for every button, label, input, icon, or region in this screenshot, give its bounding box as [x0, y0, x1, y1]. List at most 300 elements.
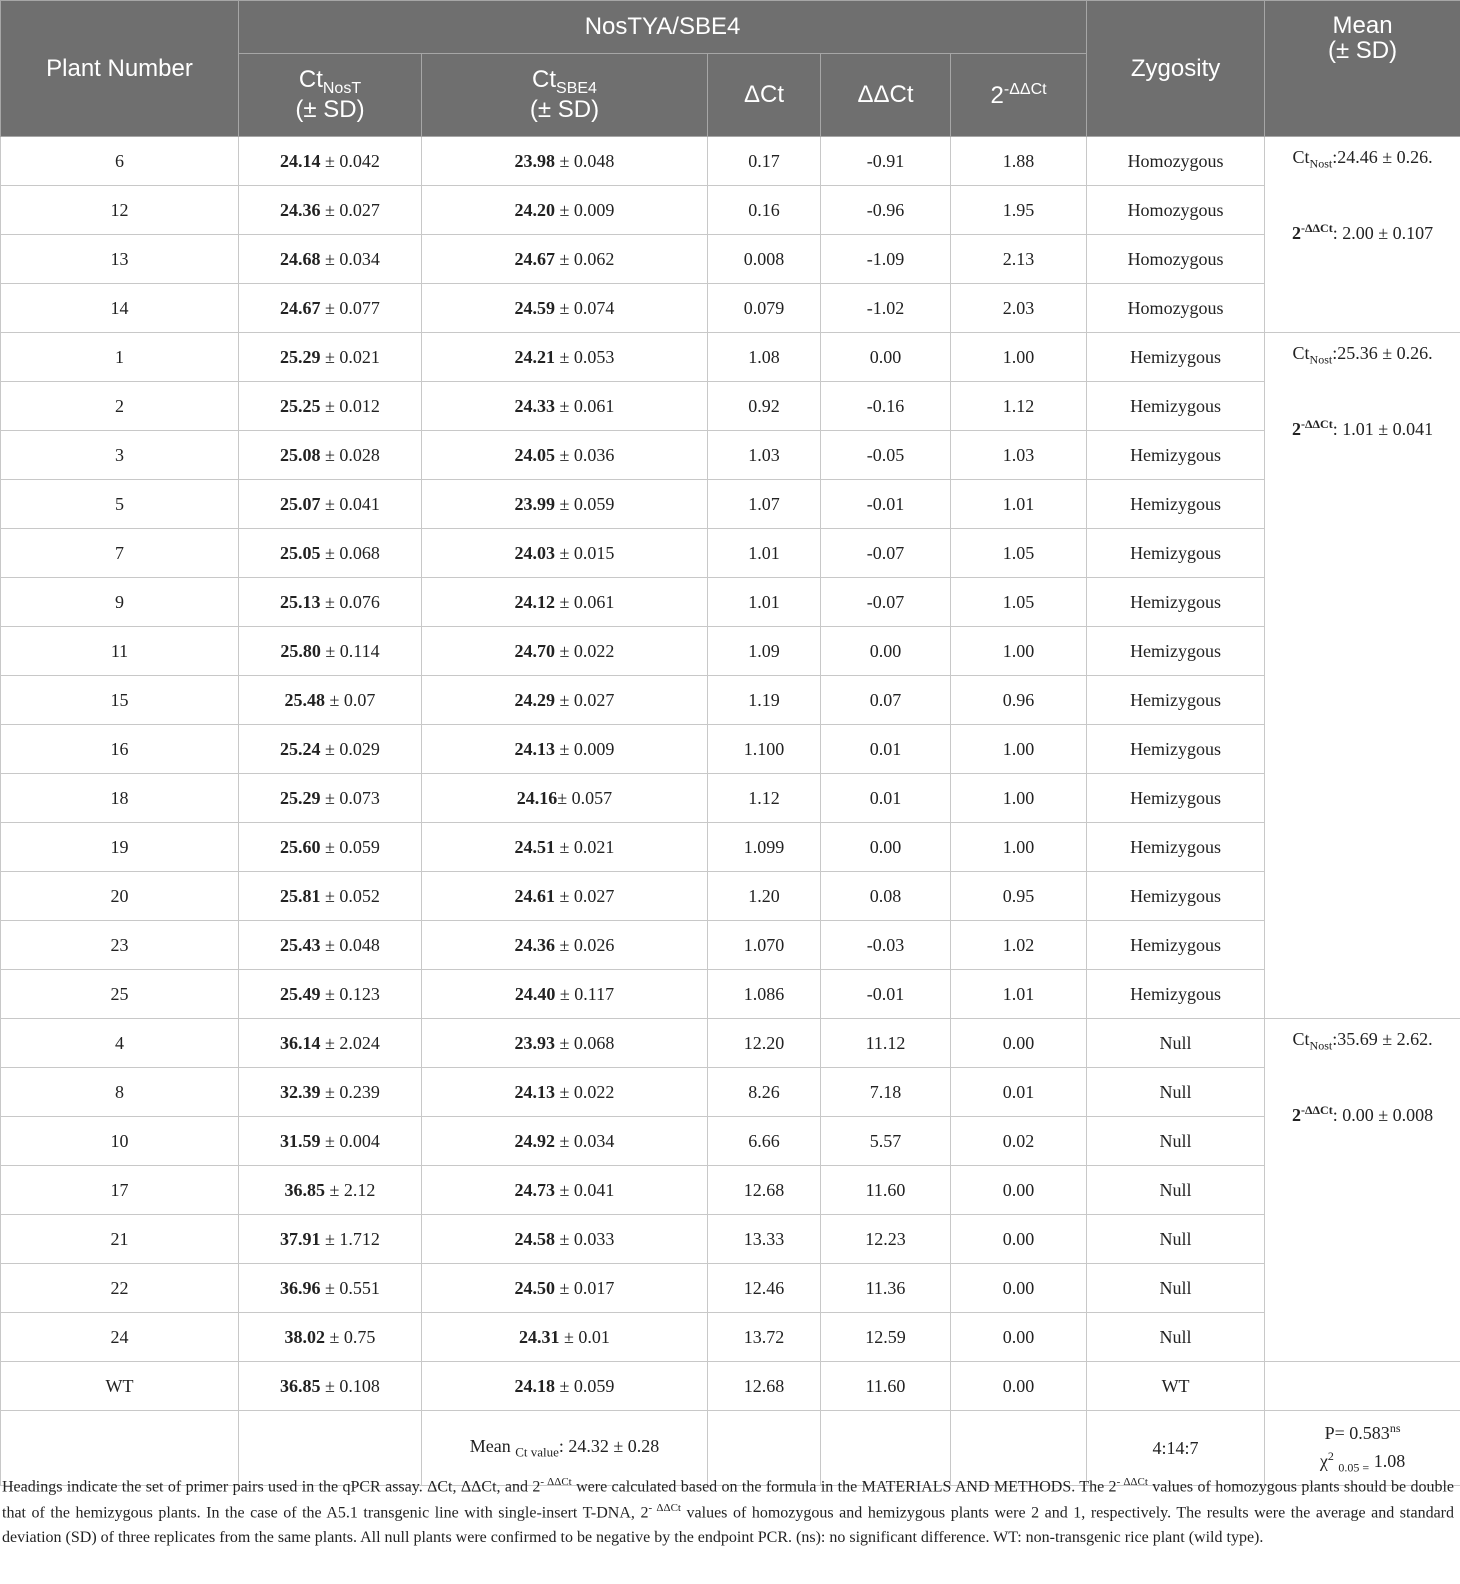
cell-ct-nost	[239, 1264, 422, 1313]
cell-ct-nost	[239, 627, 422, 676]
cell-plant	[1, 186, 239, 235]
cell-zygosity	[1087, 186, 1265, 235]
fold-change: 0.00	[1002, 1326, 1035, 1347]
cell-ct-sbe4	[422, 774, 708, 823]
cell-zygosity	[1087, 872, 1265, 921]
ct-nost-mean: 24.14	[280, 150, 321, 171]
ct-sbe4-mean: 24.29	[514, 689, 556, 710]
ct-nost-sd: ± 0.108	[320, 1375, 380, 1396]
cell-fold-change	[951, 627, 1087, 676]
table-row	[1, 382, 1460, 431]
group-mean-fold	[1269, 417, 1456, 441]
fold-change: 1.00	[1002, 738, 1035, 759]
ct-sbe4-sd: ± 0.026	[555, 934, 615, 955]
ct-nost-mean: 38.02	[284, 1326, 326, 1347]
cell-plant	[1, 284, 239, 333]
pow-base: 2	[1292, 1104, 1301, 1125]
cell-delta-ct	[708, 578, 821, 627]
table-row	[1, 823, 1460, 872]
ct-sbe4-sd: ± 0.009	[555, 199, 615, 220]
ct-nost-sd: ± 0.07	[325, 689, 376, 710]
ct-sbe4-mean: 23.99	[514, 493, 556, 514]
cell-delta-ct	[708, 235, 821, 284]
cell-fold-change	[951, 1068, 1087, 1117]
cell-delta-ct	[708, 1215, 821, 1264]
delta-delta-ct: -0.16	[866, 395, 905, 416]
cell-ct-nost	[239, 431, 422, 480]
ct-nost-mean: 25.49	[280, 983, 321, 1004]
fold-change: 0.01	[1002, 1081, 1035, 1102]
ct-subscript: Nost	[1309, 156, 1333, 171]
ct-nost-mean: 31.59	[280, 1130, 321, 1151]
cell-ct-sbe4	[422, 1215, 708, 1264]
zygosity: Homozygous	[1127, 150, 1224, 171]
cell-zygosity	[1087, 1313, 1265, 1362]
cell-delta-delta-ct	[821, 529, 951, 578]
cell-delta-delta-ct	[821, 921, 951, 970]
cell-plant	[1, 235, 239, 284]
cell-delta-ct	[708, 725, 821, 774]
fold-change: 1.01	[1002, 493, 1035, 514]
ct-sbe4-sd: ± 0.061	[555, 395, 615, 416]
plant-number: 2	[115, 395, 124, 416]
cell-ct-nost	[239, 1019, 422, 1068]
cell-fold-change	[951, 333, 1087, 382]
cell-fold-change	[951, 872, 1087, 921]
table-row	[1, 333, 1460, 382]
cell-fold-change	[951, 676, 1087, 725]
cell-delta-ct	[708, 823, 821, 872]
fold-value: : 1.01 ± 0.041	[1332, 418, 1434, 439]
cell-delta-ct	[708, 627, 821, 676]
cell-delta-ct	[708, 921, 821, 970]
fold-value: : 2.00 ± 0.107	[1332, 222, 1434, 243]
fold-change: 0.00	[1002, 1228, 1035, 1249]
fold-change: 0.00	[1002, 1375, 1035, 1396]
cell-zygosity	[1087, 480, 1265, 529]
ct-nost-sd: ± 0.048	[320, 934, 380, 955]
zygosity: Hemizygous	[1130, 738, 1222, 759]
cell-delta-delta-ct	[821, 137, 951, 186]
pow-exponent: -ΔΔCt	[1301, 416, 1333, 431]
table-row	[1, 1068, 1460, 1117]
plant-number: 13	[110, 248, 129, 269]
delta-delta-ct: 0.00	[869, 346, 902, 367]
plant-number: 10	[110, 1130, 129, 1151]
cell-plant	[1, 480, 239, 529]
ct-nost-sd: ± 0.073	[320, 787, 380, 808]
delta-ct: 1.01	[748, 591, 780, 612]
cell-delta-delta-ct	[821, 1166, 951, 1215]
cell-zygosity	[1087, 823, 1265, 872]
cell-zygosity	[1087, 235, 1265, 284]
cell-plant	[1, 627, 239, 676]
cell-delta-delta-ct	[821, 1215, 951, 1264]
chi-sub: 0.05 =	[1338, 1460, 1370, 1475]
ct-sbe4-sd: ± 0.057	[557, 787, 613, 808]
group-mean-cell	[1265, 333, 1460, 1019]
pow-exponent: -ΔΔCt	[1301, 1102, 1333, 1117]
delta-delta-ct: -0.01	[866, 493, 905, 514]
cell-ct-sbe4	[422, 970, 708, 1019]
cell-zygosity	[1087, 1166, 1265, 1215]
pow-base: 2	[1292, 222, 1301, 243]
zygosity: Null	[1159, 1277, 1192, 1298]
table-row	[1, 235, 1460, 284]
cell-ct-sbe4	[422, 1117, 708, 1166]
cell-ct-nost	[239, 823, 422, 872]
ct-nost-mean: 24.68	[280, 248, 321, 269]
cell-fold-change	[951, 823, 1087, 872]
cell-plant	[1, 970, 239, 1019]
plant-number: 23	[110, 934, 129, 955]
ct-nost-mean: 36.96	[280, 1277, 321, 1298]
cell-delta-delta-ct	[821, 1068, 951, 1117]
cell-fold-change	[951, 382, 1087, 431]
cell-delta-ct	[708, 186, 821, 235]
delta-delta-ct: -0.05	[866, 444, 905, 465]
plant-number: 3	[115, 444, 124, 465]
plant-number: 8	[115, 1081, 124, 1102]
delta-delta-ct: -1.02	[866, 297, 905, 318]
fold-change: 1.00	[1002, 346, 1035, 367]
cell-ct-nost	[239, 1362, 422, 1411]
ct-nost-sd: ± 2.12	[325, 1179, 376, 1200]
ct-nost-mean: 25.48	[284, 689, 326, 710]
ct-sbe4-sd: ± 0.041	[555, 1179, 615, 1200]
cell-plant	[1, 823, 239, 872]
plant-number: 19	[110, 836, 129, 857]
zygosity: WT	[1161, 1375, 1190, 1396]
table-row	[1, 676, 1460, 725]
delta-delta-ct: -0.91	[866, 150, 905, 171]
table-row	[1, 431, 1460, 480]
footnote-part: values of homozygous and hemizygous plants were 2 and 1, respectively. The results were the average and standard deviation (SD) of three replicates from the same plants. All null plants were confirmed to be negative by the endpoint PCR. (ns): no significant difference. WT: non-transgenic rice plant (wild type).	[2, 1504, 1454, 1547]
cell-delta-ct	[708, 1117, 821, 1166]
chi-value: 1.08	[1369, 1451, 1406, 1472]
ct-sbe4-mean: 24.31	[519, 1326, 560, 1347]
delta-ct: 0.92	[748, 395, 780, 416]
header-primer-group: NosTYA/SBE4	[239, 1, 1087, 54]
footnote-sup: - ΔΔCt	[540, 1476, 572, 1488]
ct-nost-mean: 25.08	[280, 444, 321, 465]
delta-delta-ct: 12.59	[865, 1326, 906, 1347]
ct-nost-sd: ± 1.712	[320, 1228, 380, 1249]
delta-ct: 13.33	[743, 1228, 785, 1249]
ct-nost-sd: ± 0.068	[320, 542, 380, 563]
cell-delta-delta-ct	[821, 1264, 951, 1313]
ct-sbe4-sd: ± 0.027	[555, 689, 615, 710]
cell-ct-nost	[239, 333, 422, 382]
ct-sbe4-mean: 24.51	[514, 836, 556, 857]
cell-delta-delta-ct	[821, 872, 951, 921]
cell-delta-ct	[708, 676, 821, 725]
nost-subscript: NosT	[322, 79, 362, 97]
footnote-sup: - ΔΔCt	[648, 1502, 681, 1515]
cell-delta-ct	[708, 1068, 821, 1117]
cell-zygosity	[1087, 382, 1265, 431]
cell-fold-change	[951, 725, 1087, 774]
ct-sbe4-mean: 24.92	[514, 1130, 556, 1151]
footnote-part: were calculated based on the formula in the MATERIALS AND METHODS. The 2	[571, 1478, 1117, 1496]
ct-value: :24.46 ± 0.26.	[1332, 147, 1433, 167]
zygosity: Null	[1159, 1081, 1192, 1102]
group-mean-ct	[1269, 1029, 1456, 1053]
cell-delta-delta-ct	[821, 431, 951, 480]
cell-delta-ct	[708, 382, 821, 431]
mean-subscript: Ct value	[515, 1444, 559, 1460]
cell-plant	[1, 1068, 239, 1117]
table-row	[1, 186, 1460, 235]
cell-fold-change	[951, 1264, 1087, 1313]
cell-ct-nost	[239, 480, 422, 529]
plant-number: 25	[110, 983, 129, 1004]
ct-nost-mean: 37.91	[280, 1228, 321, 1249]
zygosity: Hemizygous	[1130, 689, 1222, 710]
ct-nost-mean: 36.14	[280, 1032, 321, 1053]
cell-ct-sbe4	[422, 578, 708, 627]
delta-ct: 12.68	[743, 1375, 785, 1396]
table-footnote	[0, 1474, 1454, 1551]
delta-ct: 0.16	[748, 199, 780, 220]
ct-nost-mean: 32.39	[280, 1081, 321, 1102]
cell-delta-ct	[708, 137, 821, 186]
header-ct-nost	[239, 54, 422, 137]
ct-sbe4-sd: ± 0.009	[555, 738, 615, 759]
pow-exponent: -ΔΔCt	[1301, 220, 1333, 235]
header-delta-delta-ct: ΔΔCt	[821, 54, 951, 137]
zygosity: Homozygous	[1127, 297, 1224, 318]
zygosity: Homozygous	[1127, 199, 1224, 220]
ct-sbe4-sd: ± 0.117	[555, 983, 615, 1004]
fold-change: 1.95	[1002, 199, 1035, 220]
ct-sbe4-sd: ± 0.021	[555, 836, 615, 857]
pow-base: 2	[1292, 418, 1301, 439]
cell-fold-change	[951, 480, 1087, 529]
cell-plant	[1, 1166, 239, 1215]
mean-ct-label	[469, 1435, 660, 1460]
delta-ct: 1.01	[748, 542, 780, 563]
table-row	[1, 970, 1460, 1019]
delta-delta-ct: 0.00	[869, 836, 902, 857]
table-row	[1, 1264, 1460, 1313]
cell-fold-change	[951, 235, 1087, 284]
cell-delta-delta-ct	[821, 235, 951, 284]
cell-ct-sbe4	[422, 284, 708, 333]
cell-ct-nost	[239, 578, 422, 627]
delta-delta-ct: -0.03	[866, 934, 905, 955]
delta-delta-ct: -0.07	[866, 591, 905, 612]
cell-plant	[1, 1117, 239, 1166]
header-mean-line1: Mean	[1332, 12, 1393, 39]
cell-ct-sbe4	[422, 725, 708, 774]
fold-change: 1.01	[1002, 983, 1035, 1004]
ct-value: :25.36 ± 0.26.	[1332, 343, 1433, 363]
delta-ct: 1.12	[748, 787, 780, 808]
sd-label: (± SD)	[529, 96, 600, 123]
cell-ct-sbe4	[422, 431, 708, 480]
zygosity: Null	[1159, 1032, 1192, 1053]
ct-sbe4-mean: 24.36	[514, 934, 556, 955]
cell-plant	[1, 872, 239, 921]
delta-delta-ct: -0.96	[866, 199, 905, 220]
cell-delta-ct	[708, 970, 821, 1019]
table-row	[1, 774, 1460, 823]
plant-number: 5	[115, 493, 124, 514]
cell-ct-sbe4	[422, 872, 708, 921]
pow-exponent: -ΔΔCt	[1003, 80, 1047, 98]
cell-delta-ct	[708, 480, 821, 529]
fold-value: : 0.00 ± 0.008	[1332, 1104, 1434, 1125]
delta-delta-ct: -0.01	[866, 983, 905, 1004]
ct-sbe4-sd: ± 0.01	[559, 1326, 610, 1347]
delta-ct: 12.68	[743, 1179, 785, 1200]
table-row	[1, 1313, 1460, 1362]
cell-fold-change	[951, 529, 1087, 578]
plant-number: 20	[110, 885, 129, 906]
fold-change: 1.00	[1002, 836, 1035, 857]
ct-nost-mean: 25.43	[280, 934, 321, 955]
ct-nost-sd: ± 0.028	[320, 444, 380, 465]
cell-ct-sbe4	[422, 1313, 708, 1362]
ct-sbe4-mean: 24.13	[514, 1081, 556, 1102]
delta-delta-ct: 0.00	[869, 640, 902, 661]
cell-delta-ct	[708, 1362, 821, 1411]
delta-ct: 1.08	[748, 346, 780, 367]
ct-sbe4-sd: ± 0.048	[555, 150, 615, 171]
mean-value: : 24.32 ± 0.28	[558, 1435, 660, 1456]
cell-delta-delta-ct	[821, 1362, 951, 1411]
ct-sbe4-mean: 24.59	[514, 297, 556, 318]
cell-zygosity	[1087, 333, 1265, 382]
ct-label: Ct	[1292, 343, 1310, 363]
cell-ct-nost	[239, 872, 422, 921]
cell-ct-sbe4	[422, 676, 708, 725]
cell-plant	[1, 921, 239, 970]
delta-ct: 1.20	[748, 885, 780, 906]
header-delta-ct: ΔCt	[708, 54, 821, 137]
fold-change: 0.00	[1002, 1277, 1035, 1298]
ct-nost-sd: ± 0.114	[320, 640, 380, 661]
cell-ct-sbe4	[422, 921, 708, 970]
cell-fold-change	[951, 578, 1087, 627]
zygosity: Hemizygous	[1130, 542, 1222, 563]
ct-sbe4-mean: 23.93	[514, 1032, 556, 1053]
cell-zygosity	[1087, 578, 1265, 627]
ct-prefix: Ct	[532, 65, 557, 93]
table-row	[1, 480, 1460, 529]
ct-nost-mean: 25.81	[280, 885, 321, 906]
plant-number: 4	[115, 1032, 124, 1053]
cell-ct-sbe4	[422, 1264, 708, 1313]
ct-sbe4-mean: 24.03	[514, 542, 556, 563]
delta-ct: 1.099	[743, 836, 785, 857]
plant-number: 6	[115, 150, 124, 171]
plant-number: 21	[110, 1228, 129, 1249]
cell-ct-sbe4	[422, 382, 708, 431]
plant-number: 14	[110, 297, 129, 318]
cell-zygosity	[1087, 725, 1265, 774]
delta-delta-ct: 0.08	[869, 885, 902, 906]
ct-subscript: Nost	[1309, 1038, 1333, 1053]
ct-nost-sd: ± 0.027	[320, 199, 380, 220]
cell-ct-nost	[239, 186, 422, 235]
ct-sbe4-sd: ± 0.036	[555, 444, 615, 465]
ct-nost-sd: ± 0.076	[320, 591, 380, 612]
delta-delta-ct: 11.36	[865, 1277, 906, 1298]
delta-ct: 12.20	[743, 1032, 785, 1053]
plant-number: 22	[110, 1277, 129, 1298]
cell-delta-ct	[708, 1019, 821, 1068]
cell-fold-change	[951, 1362, 1087, 1411]
fold-change: 1.88	[1002, 150, 1035, 171]
cell-plant	[1, 1215, 239, 1264]
ct-sbe4-mean: 24.16	[516, 787, 558, 808]
ct-value: :35.69 ± 2.62.	[1332, 1029, 1433, 1049]
pow-base: 2	[990, 81, 1004, 109]
cell-zygosity	[1087, 137, 1265, 186]
cell-ct-sbe4	[422, 1166, 708, 1215]
cell-fold-change	[951, 970, 1087, 1019]
table-row	[1, 725, 1460, 774]
cell-zygosity	[1087, 676, 1265, 725]
cell-ct-nost	[239, 1215, 422, 1264]
cell-fold-change	[951, 431, 1087, 480]
cell-zygosity	[1087, 1264, 1265, 1313]
cell-zygosity	[1087, 1117, 1265, 1166]
chi-symbol: χ	[1319, 1451, 1328, 1472]
delta-ct: 0.008	[743, 248, 785, 269]
plant-number: 15	[110, 689, 129, 710]
footnote-sup: - ΔΔCt	[1116, 1476, 1148, 1488]
ct-nost-mean: 24.67	[280, 297, 321, 318]
ct-nost-mean: 36.85	[284, 1179, 326, 1200]
plant-number: 18	[110, 787, 129, 808]
cell-zygosity	[1087, 529, 1265, 578]
zygosity: Hemizygous	[1130, 640, 1222, 661]
p-value: P= 0.583	[1324, 1423, 1390, 1444]
cell-plant	[1, 431, 239, 480]
cell-delta-ct	[708, 774, 821, 823]
cell-delta-delta-ct	[821, 1313, 951, 1362]
plant-number: 9	[115, 591, 124, 612]
ct-label: Ct	[1292, 1029, 1310, 1049]
fold-change: 0.95	[1002, 885, 1035, 906]
cell-plant	[1, 529, 239, 578]
delta-delta-ct: -1.09	[866, 248, 905, 269]
zygosity: Hemizygous	[1130, 885, 1222, 906]
cell-plant	[1, 1264, 239, 1313]
ct-subscript: Nost	[1309, 352, 1333, 367]
ct-sbe4-mean: 24.70	[514, 640, 556, 661]
ct-prefix: Ct	[298, 65, 323, 93]
cell-plant	[1, 333, 239, 382]
ct-nost-mean: 24.36	[280, 199, 321, 220]
cell-ct-nost	[239, 970, 422, 1019]
ct-nost-sd: ± 0.123	[320, 983, 380, 1004]
cell-delta-delta-ct	[821, 725, 951, 774]
ct-sbe4-mean: 24.58	[514, 1228, 556, 1249]
cell-ct-sbe4	[422, 1019, 708, 1068]
zygosity: Hemizygous	[1130, 346, 1222, 367]
ct-sbe4-sd: ± 0.022	[555, 640, 615, 661]
cell-delta-delta-ct	[821, 627, 951, 676]
ct-nost-mean: 25.80	[280, 640, 321, 661]
delta-delta-ct: 0.07	[869, 689, 902, 710]
ct-sbe4-sd: ± 0.059	[555, 1375, 615, 1396]
delta-delta-ct: 11.12	[865, 1032, 906, 1053]
ct-nost-sd: ± 0.239	[320, 1081, 380, 1102]
